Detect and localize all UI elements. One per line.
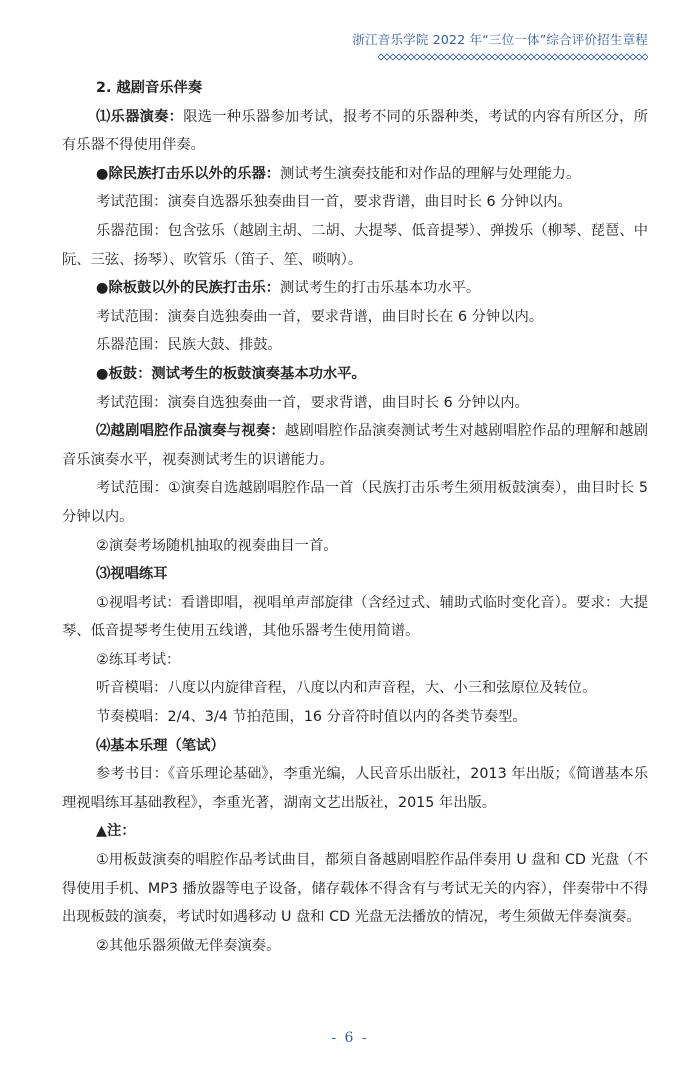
header-title: 浙江音乐学院 2022 年“三位一体”综合评价招生章程 [352, 32, 648, 47]
paragraph-heading: ⑵越剧唱腔作品演奏与视奏： [96, 423, 285, 440]
paragraph-text: 测试考生的打击乐基本功水平。 [280, 280, 481, 297]
paragraph: 乐器范围：民族大鼓、排鼓。 [96, 337, 282, 354]
paragraph: 听音模唱：八度以内旋律音程，八度以内和声音程，大、小三和弦原位及转位。 [96, 680, 597, 697]
paragraph: ②其他乐器须做无伴奏演奏。 [96, 937, 281, 954]
paragraph: 考试范围：演奏自选独奏曲一首，要求背谱，曲目时长在 6 分钟以内。 [96, 308, 544, 325]
paragraph-heading: ⑶视唱练耳 [96, 566, 168, 583]
paragraph: ①用板鼓演奏的唱腔作品考试曲目，都须自备越剧唱腔作品伴奏用 U 盘和 CD 光盘（不得使用手机、MP3 播放器等电子设备，储存载体不得含有与考试无关的内容），伴奏带中不得出现板鼓的演奏，考试时如遇移动 U 盘和 CD 光盘无法播放的情况，考生须做无伴奏演奏。 [62, 852, 648, 926]
section-title: 2. 越剧音乐伴奏 [96, 80, 203, 96]
paragraph-text: 越剧唱腔作品演奏测试考生对越剧唱腔作品的理解和越剧音乐演奏水平，视奏测试考生的识谱能力。 [62, 423, 648, 468]
paragraph-heading: ●除民族打击乐以外的乐器： [96, 165, 281, 182]
paragraph-heading: ●除板鼓以外的民族打击乐： [96, 280, 281, 297]
paragraph [62, 160, 648, 189]
note-heading: ▲注： [96, 823, 136, 840]
paragraph [62, 103, 648, 160]
paragraph-heading: ⑷基本乐理（笔试） [96, 737, 225, 754]
paragraph: 考试范围：①演奏自选越剧唱腔作品一首（民族打击乐考生须用板鼓演奏），曲目时长 5 分钟以内。 [62, 480, 648, 525]
paragraph: 乐器范围：包含弦乐（越剧主胡、二胡、大提琴、低音提琴）、弹拨乐（柳琴、琵琶、中阮、三弦、扬琴）、吹管乐（笛子、笙、唢呐）。 [62, 222, 648, 268]
paragraph: 考试范围：演奏自选独奏曲一首，要求背谱，曲目时长 6 分钟以内。 [96, 394, 529, 411]
paragraph-heading: ●板鼓：测试考生的板鼓演奏基本功水平。 [96, 365, 366, 382]
paragraph: ②练耳考试： [96, 651, 181, 668]
paragraph: ①视唱考试：看谱即唱，视唱单声部旋律（含经过式、辅助式临时变化音）。要求：大提琴、低音提琴考生使用五线谱，其他乐器考生使用简谱。 [62, 594, 648, 640]
header-decorative-rule [378, 53, 648, 61]
paragraph-text: 测试考生演奏技能和对作品的理解与处理能力。 [280, 165, 581, 182]
paragraph [62, 274, 648, 303]
paragraph-text: 限选一种乐器参加考试，报考不同的乐器种类，考试的内容有所区分，所有乐器不得使用伴奏。 [62, 108, 649, 154]
paragraph: 节奏模唱：2/4、3/4 节拍范围，16 分音符时值以内的各类节奏型。 [96, 709, 527, 726]
document-body [62, 74, 648, 960]
paragraph-heading: ⑴乐器演奏： [96, 108, 184, 125]
paragraph [62, 417, 648, 474]
paragraph: 考试范围：演奏自选器乐独奏曲目一首，要求背谱，曲目时长 6 分钟以内。 [96, 194, 572, 211]
page-number: - 6 - [331, 1030, 369, 1046]
paragraph: 参考书目：《音乐理论基础》，李重光编，人民音乐出版社，2013 年出版；《简谱基本乐理视唱练耳基础教程》，李重光著，湖南文艺出版社，2015 年出版。 [62, 766, 648, 811]
paragraph: ②演奏考场随机抽取的视奏曲目一首。 [96, 537, 338, 554]
